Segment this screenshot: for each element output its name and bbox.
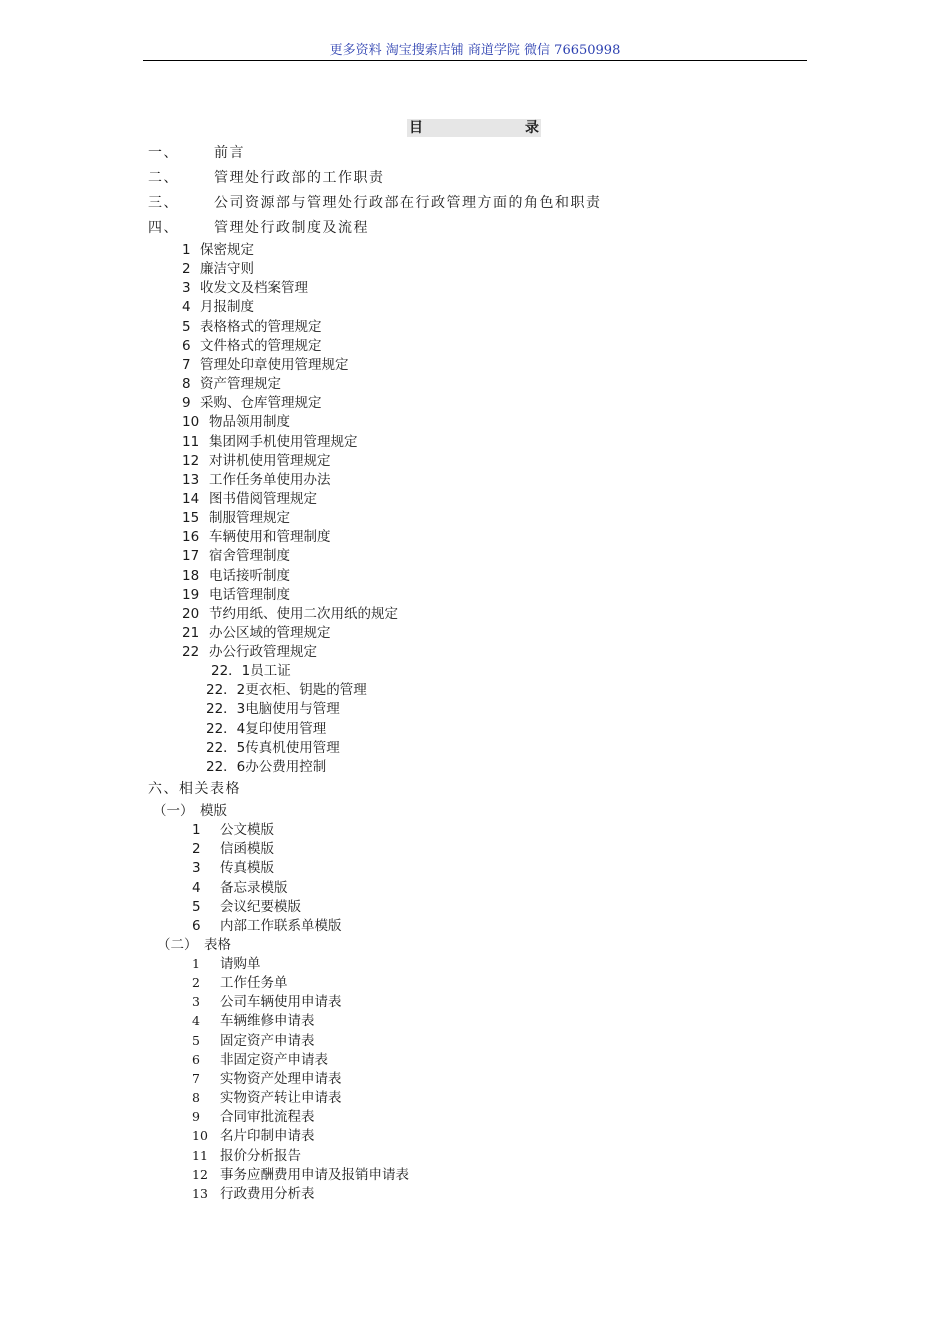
toc-form-item: [192, 1147, 301, 1165]
toc-section-number: 二、: [148, 170, 179, 186]
toc-form-item-text: 车辆维修申请表: [220, 1013, 315, 1030]
toc-subrule-item-text: 更衣柜、钥匙的管理: [245, 682, 367, 699]
page-header: 更多资料 淘宝搜索店铺 商道学院 微信 76650998: [143, 42, 807, 61]
toc-form-item-text: 报价分析报告: [220, 1147, 301, 1164]
toc-rule-item-number: 7: [182, 356, 191, 373]
toc-template-item-text: 备忘录模版: [220, 879, 288, 896]
toc-subrule-item-number: 22．2: [206, 682, 246, 699]
toc-subrule-item-number: 22．3: [206, 701, 246, 718]
toc-rule-item-number: 6: [182, 337, 191, 354]
toc-form-item: [192, 1012, 315, 1030]
toc-rule-item-text: 图书借阅管理规定: [209, 490, 317, 507]
toc-rule-item-text: 资产管理规定: [200, 376, 281, 393]
toc-subrule-item-number: 22．1: [211, 663, 251, 679]
toc-subrule-item: [206, 681, 367, 699]
toc-rule-item: [182, 547, 290, 565]
toc-rule-item-text: 表格格式的管理规定: [200, 318, 322, 335]
toc-template-item-number: 3: [192, 860, 201, 877]
toc-section-number: 四、: [148, 220, 179, 236]
toc-form-item-number: 13: [192, 1185, 208, 1201]
toc-rule-item-number: 14: [182, 490, 200, 507]
toc-form-item: [192, 1166, 409, 1184]
toc-rule-item: [182, 605, 398, 623]
toc-form-item-number: 5: [192, 1032, 200, 1048]
toc-section: [148, 219, 369, 237]
toc-group-templates-text: 模版: [200, 803, 227, 819]
toc-form-item-number: 12: [192, 1166, 208, 1182]
toc-rule-item: [182, 452, 331, 470]
toc-title: [407, 119, 541, 137]
toc-form-item: [192, 1070, 342, 1088]
toc-rule-item: [182, 241, 254, 259]
toc-section-six: [148, 780, 241, 798]
toc-rule-item-number: 15: [182, 510, 200, 527]
toc-group-templates: [153, 802, 227, 820]
toc-rule-item: [182, 586, 290, 604]
toc-rule-item-number: 4: [182, 299, 191, 316]
toc-section: [148, 169, 385, 187]
toc-template-item-text: 传真模版: [220, 860, 274, 877]
toc-rule-item-number: 17: [182, 548, 200, 565]
toc-rule-item: [182, 337, 322, 355]
toc-rule-item-text: 物品领用制度: [209, 414, 290, 431]
toc-subrule-item: [206, 700, 340, 718]
toc-rule-item: [182, 509, 290, 527]
toc-section-six-text: 六、相关表格: [148, 781, 241, 797]
toc-subrule-item-text: 传真机使用管理: [245, 739, 340, 756]
toc-title-right: 录: [525, 120, 539, 136]
toc-rule-item-text: 办公行政管理规定: [209, 644, 317, 661]
toc-subrule-item-text: 复印使用管理: [245, 720, 327, 737]
toc-rule-item-text: 月报制度: [200, 299, 254, 316]
toc-form-item: [192, 993, 342, 1011]
toc-form-item-number: 3: [192, 994, 200, 1010]
toc-rule-item-number: 9: [182, 395, 191, 412]
toc-form-item-number: 10: [192, 1128, 208, 1144]
toc-group-forms: [157, 936, 231, 954]
toc-form-item-number: 6: [192, 1051, 200, 1067]
toc-subrule-item-text: 电脑使用与管理: [245, 701, 340, 718]
toc-form-item-number: 1: [192, 956, 200, 971]
toc-subrule-item-text: 员工证: [250, 663, 291, 679]
toc-rule-item: [182, 490, 317, 508]
toc-rule-item: [182, 643, 317, 661]
toc-rule-item-number: 19: [182, 586, 200, 603]
toc-section: [148, 144, 245, 162]
toc-rule-item-number: 10: [182, 414, 200, 431]
toc-rule-item-number: 5: [182, 318, 191, 335]
toc-template-item: [192, 859, 274, 877]
toc-section-number: 一、: [148, 145, 179, 161]
toc-rule-item: [182, 260, 254, 278]
toc-subrule-item-number: 22．6: [206, 759, 246, 775]
toc-rule-item: [182, 624, 331, 642]
toc-rule-item: [182, 471, 331, 489]
toc-rule-item-text: 车辆使用和管理制度: [209, 529, 331, 546]
toc-section-text: 管理处行政制度及流程: [214, 220, 369, 236]
toc-form-item: [192, 1051, 328, 1069]
toc-rule-item-number: 13: [182, 471, 200, 488]
toc-form-item-text: 实物资产处理申请表: [220, 1070, 342, 1087]
toc-form-item: [192, 1108, 315, 1126]
toc-form-item-text: 请购单: [220, 956, 261, 972]
toc-rule-item-number: 22: [182, 644, 200, 661]
toc-form-item: [192, 1127, 315, 1145]
toc-rule-item-number: 21: [182, 625, 200, 641]
toc-section: [148, 194, 602, 212]
toc-form-item: [192, 1185, 315, 1203]
toc-rule-item: [182, 433, 358, 451]
toc-subrule-item: [206, 720, 326, 738]
toc-template-item: [192, 917, 342, 935]
toc-rule-item-text: 管理处印章使用管理规定: [200, 356, 349, 373]
toc-form-item-text: 非固定资产申请表: [220, 1051, 328, 1068]
toc-template-item-number: 2: [192, 841, 201, 858]
toc-rule-item-text: 办公区域的管理规定: [209, 625, 331, 641]
toc-template-item-text: 公文模版: [220, 822, 274, 838]
toc-rule-item: [182, 394, 322, 412]
toc-subrule-item-number: 22．4: [206, 720, 246, 737]
toc-form-item-text: 名片印制申请表: [220, 1128, 315, 1145]
toc-rule-item: [182, 528, 331, 546]
toc-template-item-number: 4: [192, 879, 201, 896]
toc-form-item-text: 实物资产转让申请表: [220, 1090, 342, 1107]
toc-rule-item-text: 制服管理规定: [209, 510, 290, 527]
toc-subrule-item: [211, 662, 291, 680]
toc-section-text: 管理处行政部的工作职责: [214, 170, 385, 186]
toc-form-item-number: 4: [192, 1013, 200, 1029]
toc-template-item-number: 5: [192, 898, 201, 915]
toc-template-item: [192, 898, 301, 916]
toc-section-number: 三、: [148, 195, 179, 211]
toc-rule-item-number: 16: [182, 529, 200, 546]
toc-rule-item: [182, 356, 349, 374]
toc-rule-item: [182, 413, 290, 431]
toc-form-item: [192, 974, 288, 992]
toc-rule-item: [182, 318, 322, 336]
toc-form-item-text: 公司车辆使用申请表: [220, 994, 342, 1011]
toc-rule-item-text: 廉洁守则: [200, 261, 254, 278]
toc-rule-item-text: 宿舍管理制度: [209, 548, 290, 565]
toc-template-item: [192, 840, 274, 858]
toc-form-item-text: 合同审批流程表: [220, 1109, 315, 1126]
toc-section-text: 前言: [214, 145, 245, 161]
toc-subrule-item: [206, 739, 340, 757]
toc-template-item-number: 1: [192, 822, 201, 838]
toc-template-item-number: 6: [192, 918, 201, 934]
toc-rule-item-text: 电话接听制度: [209, 567, 290, 584]
toc-subrule-item-text: 办公费用控制: [245, 759, 327, 775]
toc-form-item: [192, 1032, 315, 1050]
toc-template-item: [192, 821, 274, 839]
toc-form-item-text: 工作任务单: [220, 975, 288, 992]
toc-group-forms-number: （二）: [157, 937, 198, 953]
toc-form-item: [192, 1089, 342, 1107]
toc-form-item-number: 9: [192, 1109, 200, 1125]
toc-title-left: 目: [409, 120, 423, 136]
toc-rule-item-number: 12: [182, 452, 200, 469]
toc-form-item-text: 行政费用分析表: [220, 1185, 315, 1202]
toc-rule-item-text: 电话管理制度: [209, 586, 290, 603]
toc-form-item: [192, 955, 261, 973]
toc-rule-item-text: 工作任务单使用办法: [209, 471, 331, 488]
toc-template-item: [192, 879, 288, 897]
toc-rule-item-number: 18: [182, 567, 200, 584]
toc-rule-item-text: 保密规定: [200, 242, 254, 258]
toc-group-templates-number: （一）: [153, 803, 194, 819]
toc-form-item-number: 11: [192, 1147, 208, 1163]
toc-rule-item-number: 11: [182, 433, 200, 450]
toc-rule-item: [182, 279, 308, 297]
toc-rule-item-number: 20: [182, 605, 200, 622]
toc-rule-item-text: 节约用纸、使用二次用纸的规定: [209, 605, 398, 622]
toc-template-item-text: 信函模版: [220, 841, 274, 858]
toc-rule-item-number: 8: [182, 376, 191, 393]
toc-section-text: 公司资源部与管理处行政部在行政管理方面的角色和职责: [214, 195, 602, 211]
toc-subrule-item-number: 22．5: [206, 739, 246, 756]
toc-form-item-text: 事务应酬费用申请及报销申请表: [220, 1166, 409, 1183]
toc-template-item-text: 会议纪要模版: [220, 898, 301, 915]
toc-group-forms-text: 表格: [204, 937, 231, 953]
toc-rule-item-text: 收发文及档案管理: [200, 280, 308, 297]
toc-form-item-number: 8: [192, 1090, 200, 1106]
toc-rule-item-number: 2: [182, 261, 191, 278]
toc-form-item-number: 7: [192, 1070, 200, 1086]
toc-template-item-text: 内部工作联系单模版: [220, 918, 342, 934]
toc-rule-item: [182, 375, 281, 393]
toc-rule-item: [182, 298, 254, 316]
toc-rule-item: [182, 567, 290, 585]
toc-rule-item-number: 3: [182, 280, 191, 297]
toc-rule-item-text: 采购、仓库管理规定: [200, 395, 322, 412]
toc-rule-item-text: 对讲机使用管理规定: [209, 452, 331, 469]
toc-subrule-item: [206, 758, 326, 776]
toc-rule-item-text: 集团网手机使用管理规定: [209, 433, 358, 450]
toc-rule-item-number: 1: [182, 242, 191, 258]
toc-rule-item-text: 文件格式的管理规定: [200, 337, 322, 354]
toc-form-item-text: 固定资产申请表: [220, 1032, 315, 1049]
toc-form-item-number: 2: [192, 975, 200, 991]
